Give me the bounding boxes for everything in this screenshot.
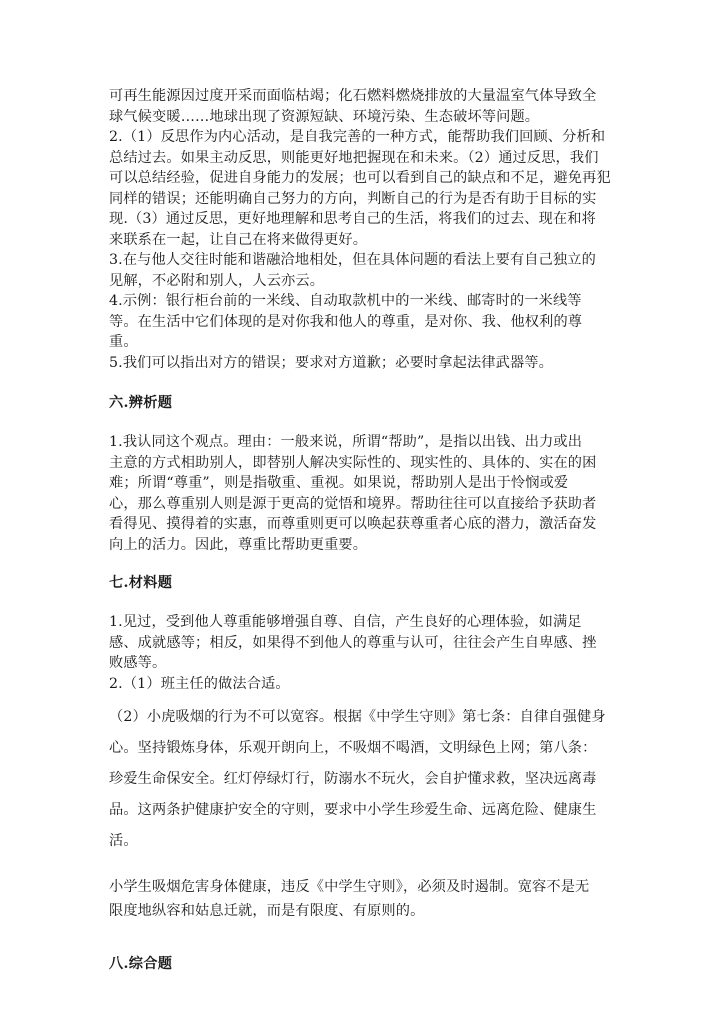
section-heading-8: 八.综合题 <box>109 956 173 972</box>
text-line: 小学生吸烟危害身体健康，违反《中学生守则》，必须及时遏制。宽容不是无 <box>109 879 590 895</box>
text-line: 2.（1）反思作为内心活动，是自我完善的一种方式，能帮助我们回顾、分析和 <box>109 129 606 145</box>
text-line: （2）小虎吸烟的行为不可以宽容。根据《中学生守则》第七条：自律自强健身 <box>109 709 606 725</box>
answer-block-continued <box>109 86 614 373</box>
text-line: 主意的方式相助别人，即替别人解决实际性的、现实性的、具体的、实在的困 <box>109 454 597 471</box>
text-line: 2.（1）班主任的做法合适。 <box>109 675 290 692</box>
text-line: 感、成就感等；相反，如果得不到他人的尊重与认可，往往会产生自卑感、挫 <box>109 634 597 651</box>
text-line: 品。这两条护健康护安全的守则，要求中小学生珍爱生命、远离危险、健康生 <box>109 802 597 818</box>
text-line: 总结过去。如果主动反思，则能更好地把握现在和未来。（2）通过反思，我们 <box>109 149 599 166</box>
text-line: 珍爱生命保安全。红灯停绿灯行，防溺水不玩火，会自护懂求救，坚决远离毒 <box>109 771 597 787</box>
text-line: 4.示例：银行柜台前的一米线、自动取款机中的一米线、邮寄时的一米线等 <box>109 293 582 309</box>
text-line: 活。 <box>109 833 138 849</box>
document-page <box>109 86 614 973</box>
text-line: 限度地纵容和姑息迁就，而是有限度、有原则的。 <box>109 903 425 919</box>
text-line: 等。在生活中它们体现的是对你我和他人的尊重，是对你、我、他权利的尊 <box>109 313 583 330</box>
text-line: 1.见过，受到他人尊重能够增强自尊、自信，产生良好的心理体验，如满足 <box>109 614 582 630</box>
section-7-paragraph-3 <box>109 875 614 923</box>
text-line: 心。坚持锻炼身体，乐观开朗向上，不吸烟不喝酒，文明绿色上网；第八条： <box>109 740 597 756</box>
text-line: 可以总结经验，促进自身能力的发展；也可以看到自己的缺点和不足，避免再犯 <box>109 170 611 186</box>
text-line: 同样的错误；还能明确自己努力的方向，判断自己的行为是否有助于目标的实 <box>109 190 597 207</box>
text-line: 看得见、摸得着的实惠，而尊重则更可以唤起获尊重者心底的潜力，激活奋发 <box>109 516 597 532</box>
text-line: 来联系在一起，让自己在将来做得更好。 <box>109 231 368 248</box>
text-line: 重。 <box>109 334 138 350</box>
text-line: 球气候变暖……地球出现了资源短缺、环境污染、生态破坏等问题。 <box>109 108 540 125</box>
text-line: 3.在与他人交往时能和谐融洽地相处，但在具体问题的看法上要有自己独立的 <box>109 252 596 268</box>
text-line: 见解，不必附和别人，人云亦云。 <box>109 272 325 289</box>
text-line: 可再生能源因过度开采而面临枯竭；化石燃料燃烧排放的大量温室气体导致全 <box>109 88 597 104</box>
text-line: 1.我认同这个观点。理由：一般来说，所谓“帮助”，是指以出钱、出力或出 <box>109 434 583 450</box>
section-6-body <box>109 432 614 555</box>
text-line: 心，那么尊重别人则是源于更高的觉悟和境界。帮助往往可以直接给予获助者 <box>109 495 597 512</box>
section-7-paragraph-2 <box>109 702 614 857</box>
text-line: 5.我们可以指出对方的错误；要求对方道歉；必要时拿起法律武器等。 <box>109 354 553 371</box>
text-line: 向上的活力。因此，尊重比帮助更重要。 <box>109 536 368 553</box>
text-line: 难；所谓“尊重”，则是指敬重、重视。如果说，帮助别人是出于怜悯或爱 <box>109 475 569 491</box>
text-line: 败感等。 <box>109 655 167 671</box>
section-heading-7: 七.材料题 <box>109 575 173 591</box>
section-7-body <box>109 612 614 694</box>
text-line: 现.（3）通过反思，更好地理解和思考自己的生活，将我们的过去、现在和将 <box>109 211 596 227</box>
section-heading-6: 六.辨析题 <box>109 395 173 411</box>
